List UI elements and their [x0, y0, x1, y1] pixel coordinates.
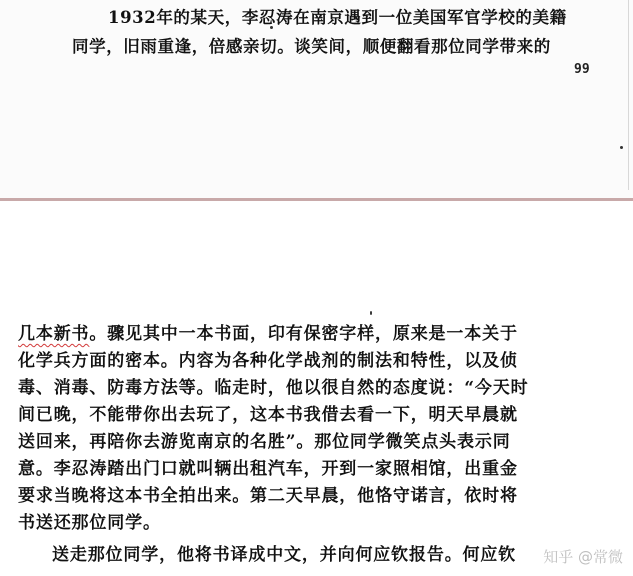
spellcheck-underlined-word: 几本新书 — [18, 324, 90, 344]
page-number: 99 — [574, 62, 590, 77]
body-line-1 — [18, 319, 518, 344]
scan-speck — [620, 146, 623, 149]
body-line-3: 毒、消毒、防毒方法等。临走时，他以很自然的态度说：“今天时 — [18, 378, 529, 398]
top-page-scan — [0, 0, 633, 198]
scan-edge-line — [628, 0, 629, 190]
scan-speck — [370, 311, 372, 315]
top-page-line-1: 1932年的某天，李忍涛在南京遇到一位美国军官学校的美籍 — [108, 8, 567, 27]
body-line-4: 间已晚，不能带你出去玩了，这本书我借去看一下，明天早晨就 — [18, 405, 518, 425]
bottom-page-scan — [0, 201, 633, 576]
body-line-7: 要求当晚将这本书全拍出来。第二天早晨，他恪守诺言，依时将 — [18, 486, 518, 506]
body-line-1-text: 。骤见其中一本书面，印有保密字样，原来是一本关于 — [89, 324, 518, 344]
body-line-8: 书送还那位同学。 — [18, 513, 161, 533]
top-page-line-2: 同学，旧雨重逢，倍感亲切。谈笑间，顺便翻看那位同学带来的 — [72, 37, 551, 56]
body-line-9: 送走那位同学，他将书译成中文，并向何应钦报告。何应钦 — [52, 545, 517, 565]
body-line-6: 意。李忍涛踏出门口就叫辆出租汽车，开到一家照相馆，出重金 — [18, 459, 518, 479]
body-line-5: 送回来，再陪你去游览南京的名胜”。那位同学微笑点头表示同 — [18, 432, 511, 452]
zhihu-watermark: 知乎 @常微 — [543, 548, 623, 566]
body-line-2: 化学兵方面的密本。内容为各种化学战剂的制法和特性，以及侦 — [18, 351, 518, 371]
